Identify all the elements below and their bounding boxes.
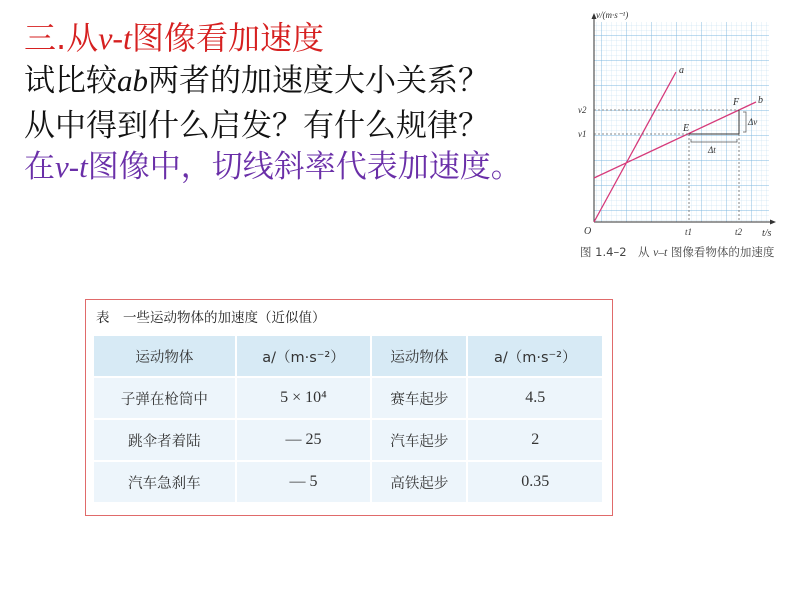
- t2-label: t2: [735, 227, 743, 237]
- table-cell: 5 × 10⁴: [237, 378, 373, 420]
- table-cell: 跳伞者着陆: [94, 420, 237, 462]
- header-object-2: 运动物体: [372, 336, 468, 378]
- table-row: [94, 420, 604, 462]
- table-cell: 汽车起步: [372, 420, 468, 462]
- table-cell: 赛车起步: [372, 378, 468, 420]
- vt-graph: [576, 10, 786, 242]
- acceleration-table-panel: [85, 299, 613, 516]
- t1-label: t1: [685, 227, 693, 237]
- origin-label: O: [584, 226, 592, 237]
- table-row: [94, 462, 604, 504]
- graph-grid: [594, 22, 769, 222]
- v1-label: v1: [578, 129, 587, 139]
- v2-label: v2: [578, 105, 587, 115]
- table-cell: 子弹在枪筒中: [94, 378, 237, 420]
- table-cell: — 25: [237, 420, 373, 462]
- header-accel-1: a/（m·s⁻²）: [237, 336, 373, 378]
- delta-t-label: Δt: [708, 145, 716, 155]
- table-row: [94, 378, 604, 420]
- table-header-row: [94, 336, 604, 378]
- header-object-1: 运动物体: [94, 336, 237, 378]
- table-cell: 高铁起步: [372, 462, 468, 504]
- x-axis-label: t/s: [762, 228, 772, 239]
- x-axis-arrow: [770, 220, 776, 225]
- point-E-label: E: [683, 123, 690, 134]
- table-cell: 汽车急刹车: [94, 462, 237, 504]
- table-cell: 0.35: [468, 462, 604, 504]
- table-title: 表 一些运动物体的加速度（近似值）: [96, 310, 326, 326]
- question-line-1: 试比较ab两者的加速度大小关系？: [24, 63, 489, 99]
- section-heading: 三.从v-t图像看加速度: [24, 19, 324, 57]
- header-accel-2: a/（m·s⁻²）: [468, 336, 604, 378]
- line-a-label: a: [679, 65, 684, 76]
- table-cell: 4.5: [468, 378, 604, 420]
- acceleration-table: [94, 336, 604, 504]
- y-axis-label: v/(m·s⁻¹): [596, 10, 629, 20]
- table-cell: 2: [468, 420, 604, 462]
- point-F-label: F: [733, 97, 740, 108]
- conclusion-line: 在v-t图像中，切线斜率代表加速度。: [24, 149, 522, 185]
- question-line-2: 从中得到什么启发？有什么规律？: [24, 108, 489, 144]
- figure-caption: 图 1.4–2 从 v–t 图像看物体的加速度: [580, 245, 775, 259]
- table-cell: — 5: [237, 462, 373, 504]
- line-b-label: b: [758, 95, 763, 106]
- delta-v-label: Δv: [748, 117, 758, 127]
